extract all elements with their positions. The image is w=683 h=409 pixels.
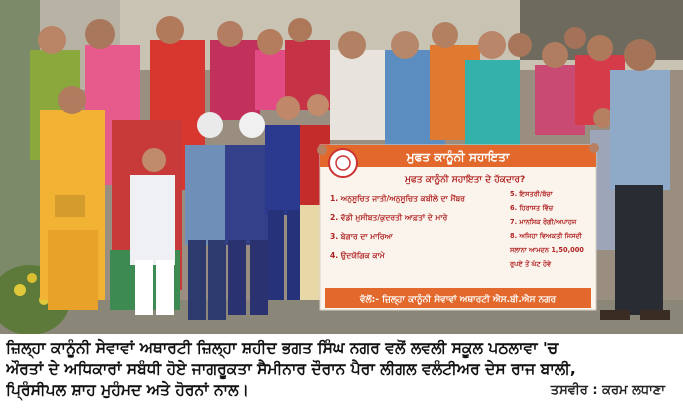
banner-footer: ਵੱਲੋਂ:- ਜ਼ਿਲ੍ਹਾ ਕਾਨੂੰਨੀ ਸੇਵਾਵਾਂ ਅਥਾਰਟੀ ਐਸ.ਬੀ.ਐਸ ਨਗਰ: [359, 295, 557, 305]
banner-item: ਰੁਪਏ ਤੋਂ ਘੱਟ ਹੋਵੇ: [510, 260, 552, 268]
banner-item: 4. ਉਦਯੋਗਿਕ ਕਾਮੇ: [330, 251, 385, 260]
banner-title: ਮੁਫਤ ਕਾਨੂੰਨੀ ਸਹਾਇਤਾ: [406, 150, 510, 164]
banner-item: 1. ਅਨੁਸੂਚਿਤ ਜਾਤੀ/ਅਨੁਸੂਚਿਤ ਕਬੀਲੇ ਦਾ ਮੈਂਬਰ: [330, 194, 465, 203]
caption-line: ਜ਼ਿਲ੍ਹਾ ਕਾਨੂੰਨੀ ਸੇਵਾਵਾਂ ਅਥਾਰਟੀ ਜ਼ਿਲ੍ਹਾ ਸ਼ਹੀਦ ਭਗਤ ਸਿੰਘ ਨਗਰ ਵਲੋਂ ਲਵਲੀ ਸਕੂਲ ਪਠਲਾਵਾ 'ਚ: [6, 339, 559, 357]
caption-line: ਔਰਤਾਂ ਦੇ ਅਧਿਕਾਰਾਂ ਸਬੰਧੀ ਹੋਏ ਜਾਗਰੂਕਤਾ ਸੈਮੀਨਾਰ ਦੌਰਾਨ ਪੈਰਾ ਲੀਗਲ ਵਲੰਟੀਅਰ ਦੇਸ ਰਾਜ ਬਾਲੀ,: [6, 360, 576, 378]
banner-item: 2. ਵੱਡੀ ਮੁਸੀਬਤ/ਕੁਦਰਤੀ ਆਫ਼ਤਾਂ ਦੇ ਮਾਰੇ: [330, 213, 448, 222]
banner-item: 7. ਮਾਨਸਿਕ ਰੋਗੀ/ਅਪਾਹਜ: [510, 218, 577, 226]
awareness-banner: [320, 145, 596, 310]
banner-subtitle: ਮੁਫਤ ਕਾਨੂੰਨੀ ਸਹਾਇਤਾ ਦੇ ਹੱਕਦਾਰ?: [405, 175, 526, 185]
banner-item: 8. ਅਜਿਹਾ ਵਿਅਕਤੀ ਜਿਸਦੀ: [510, 232, 582, 240]
banner-item: 3. ਬੇਗਾਰ ਦਾ ਮਾਰਿਆ: [330, 232, 393, 241]
banner-item: ਸਲਾਨਾ ਆਮਦਨ 1,50,000: [510, 246, 584, 254]
photo-credit: ਤਸਵੀਰ : ਕਰਮ ਲਧਾਣਾ: [550, 383, 665, 398]
banner-item: 6. ਹਿਰਾਸਤ ਵਿੱਚ: [510, 204, 554, 212]
caption-line: ਪ੍ਰਿੰਸੀਪਲ ਸ਼ਾਹ ਮੁਹੰਮਦ ਅਤੇ ਹੋਰਨਾਂ ਨਾਲ।: [6, 381, 249, 399]
banner-item: 5. ਇਸਤਰੀ/ਬੱਚਾ: [510, 190, 553, 198]
